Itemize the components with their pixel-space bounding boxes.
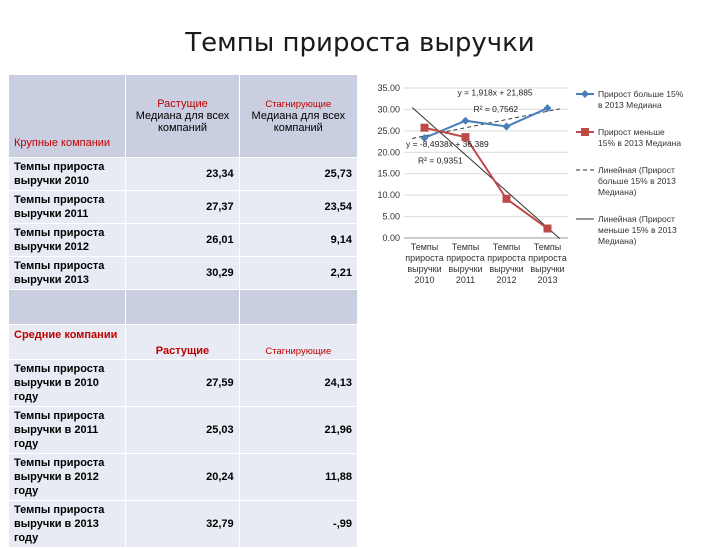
cell-stagnant: 23,54 bbox=[239, 191, 357, 224]
trend-equation: y = -8,4938x + 36,389 bbox=[406, 139, 489, 150]
trend-r2: R² = 0,7562 bbox=[473, 104, 519, 114]
cell-stagnant: 11,88 bbox=[239, 454, 357, 501]
cell-growing: 27,37 bbox=[126, 191, 239, 224]
table-row bbox=[9, 257, 358, 290]
cell-stagnant: 2,21 bbox=[239, 257, 357, 290]
trend-equation: y = 1,918x + 21,885 bbox=[457, 87, 533, 98]
revenue-growth-table bbox=[8, 74, 358, 548]
row-label: Темпы прироста выручки в 2012 году bbox=[9, 454, 126, 501]
x-tick-label: Темпы прироста выручки 2012 bbox=[487, 242, 526, 285]
header2-growing: Растущие bbox=[126, 325, 239, 360]
data-point bbox=[421, 124, 429, 132]
row-label: Темпы прироста выручки в 2013 году bbox=[9, 501, 126, 548]
legend-label: Линейная (Прирост больше 15% в 2013 Медиана) bbox=[598, 165, 676, 197]
y-tick-label: 10.00 bbox=[377, 190, 400, 201]
cell-growing: 32,79 bbox=[126, 501, 239, 548]
cell-stagnant: 24,13 bbox=[239, 360, 357, 407]
cell-stagnant: 25,73 bbox=[239, 158, 357, 191]
y-tick-label: 15.00 bbox=[377, 168, 400, 179]
cell-stagnant: 21,96 bbox=[239, 407, 357, 454]
cell-growing: 25,03 bbox=[126, 407, 239, 454]
row-label: Темпы прироста выручки 2010 bbox=[9, 158, 126, 191]
row-label: Темпы прироста выручки 2012 bbox=[9, 224, 126, 257]
table-row bbox=[9, 501, 358, 548]
data-point bbox=[544, 225, 552, 233]
header-large-companies: Крупные компании bbox=[9, 75, 126, 158]
legend-marker bbox=[581, 128, 589, 136]
legend-label: Линейная (Прирост меньше 15% в 2013 Медиана) bbox=[598, 214, 677, 246]
table-row bbox=[9, 454, 358, 501]
table-row bbox=[9, 224, 358, 257]
table-row bbox=[9, 407, 358, 454]
cell-growing: 23,34 bbox=[126, 158, 239, 191]
header-stagnant-sub: Медиана для всех компаний bbox=[251, 109, 346, 134]
header-stagnant bbox=[239, 75, 357, 158]
header2-stagnant: Стагнирующие bbox=[239, 325, 357, 360]
x-tick-label: Темпы прироста выручки 2010 bbox=[405, 242, 444, 285]
cell-growing: 27,59 bbox=[126, 360, 239, 407]
y-tick-label: 30.00 bbox=[377, 104, 400, 115]
cell-stagnant: 9,14 bbox=[239, 224, 357, 257]
table-row bbox=[9, 158, 358, 191]
table-row bbox=[9, 360, 358, 407]
table-spacer-row bbox=[9, 290, 358, 325]
y-tick-label: 25.00 bbox=[377, 125, 400, 136]
row-label: Темпы прироста выручки 2013 bbox=[9, 257, 126, 290]
y-tick-label: 20.00 bbox=[377, 147, 400, 158]
row-label: Темпы прироста выручки в 2011 году bbox=[9, 407, 126, 454]
x-tick-label: Темпы прироста выручки 2013 bbox=[528, 242, 567, 285]
cell-growing: 20,24 bbox=[126, 454, 239, 501]
table-header-large bbox=[9, 75, 358, 158]
legend-label: Прирост меньше 15% в 2013 Медиана bbox=[598, 127, 682, 148]
row-label: Темпы прироста выручки 2011 bbox=[9, 191, 126, 224]
table-header-medium bbox=[9, 325, 358, 360]
y-tick-label: 0.00 bbox=[382, 233, 400, 243]
header-growing-sub: Медиана для всех компаний bbox=[135, 110, 230, 134]
y-tick-label: 5.00 bbox=[382, 211, 400, 222]
cell-stagnant: -,99 bbox=[239, 501, 357, 548]
page-title: Темпы прироста выручки bbox=[185, 28, 535, 58]
row-label: Темпы прироста выручки в 2010 году bbox=[9, 360, 126, 407]
cell-growing: 26,01 bbox=[126, 224, 239, 257]
header-growing-label: Растущие bbox=[157, 98, 208, 110]
header-growing bbox=[126, 75, 239, 158]
trend-r2: R² = 0,9351 bbox=[418, 155, 463, 166]
x-tick-label: Темпы прироста выручки 2011 bbox=[446, 242, 485, 285]
revenue-growth-chart bbox=[368, 72, 708, 304]
cell-growing: 30,29 bbox=[126, 257, 239, 290]
table-row bbox=[9, 191, 358, 224]
header-stagnant-label: Стагнирующие bbox=[265, 98, 332, 110]
header-medium-companies: Средние компании bbox=[9, 325, 126, 360]
y-tick-label: 35.00 bbox=[377, 83, 400, 93]
legend-label: Прирост больше 15% в 2013 Медиана bbox=[598, 89, 684, 110]
data-point bbox=[503, 195, 511, 203]
